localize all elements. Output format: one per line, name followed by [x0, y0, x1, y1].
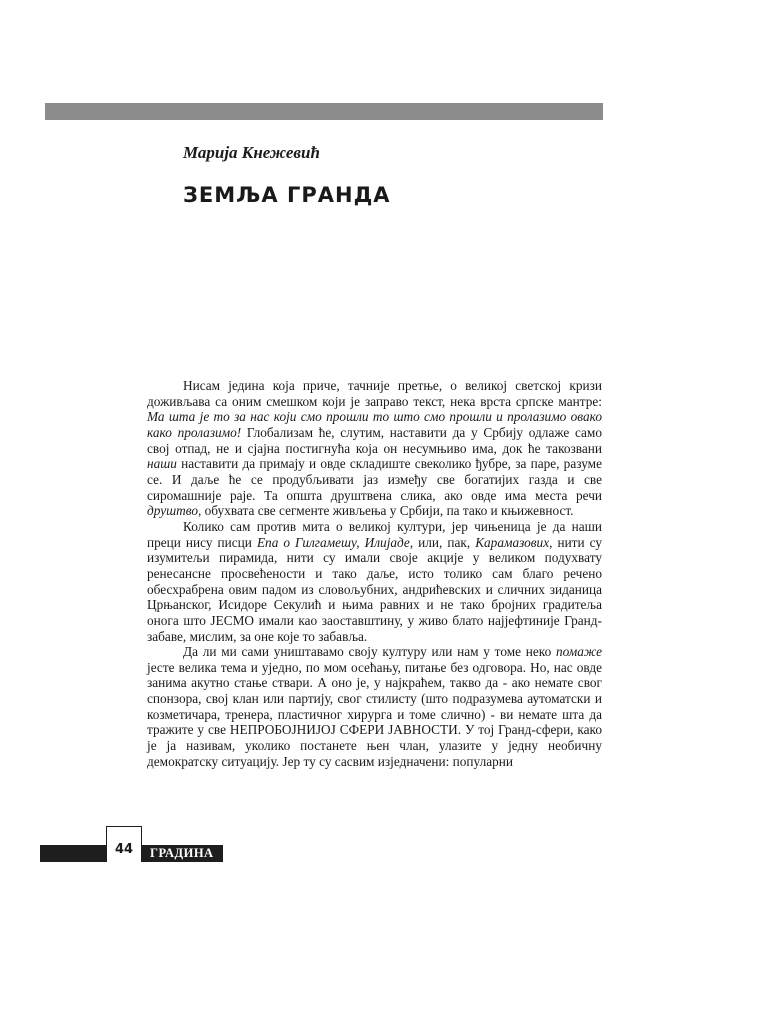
- header-rule: [45, 103, 603, 120]
- italic-text: Епа о Гилгамешу, Илијаде: [256, 534, 410, 550]
- text-run: Глобализам ће, слутим, наставити да у Србију одлаже само свој отпад, не и сјајна постигнућа која он несумњиво има, док ће такозвани: [147, 424, 602, 456]
- paragraph: [147, 519, 602, 644]
- paragraph: [147, 378, 602, 519]
- italic-text: друштво,: [147, 503, 202, 519]
- italic-text: Ма шта је то за нас који смо прошли то што смо прошли и пролазимо овако како пролазимо!: [147, 409, 602, 440]
- author-name: Марија Кнежевић: [183, 143, 320, 162]
- text-run: , или, пак,: [409, 534, 476, 550]
- text-run: Нисам једина која приче, тачније претње, о великој светској кризи доживљава са оним смешком који је заправо текст, нека врста српске мантре:: [147, 378, 602, 409]
- article-title: ЗЕМЉА ГРАНДА: [183, 183, 391, 207]
- italic-text: наши: [147, 456, 177, 472]
- italic-text: Карамазових: [475, 534, 550, 550]
- text-run: Да ли ми сами уништавамо своју културу или нам у томе неко: [183, 644, 556, 660]
- text-run: Колико сам против мита о великој култури, јер чињеница је да наши преци нису писци: [147, 518, 602, 550]
- page-number: 44: [114, 842, 134, 857]
- article-body: [147, 378, 602, 769]
- paragraph: [147, 644, 602, 769]
- text-run: наставити да примају и овде складиште свеколико ђубре, за паре, разуме се. И даље ће се продубљивати јаз између све богатијих газда и све сиромашније раје. Та општа друштвена слика, ако овде има места речи: [147, 456, 602, 503]
- text-run: јесте велика тема и уједно, по мом осећању, питање без одговора. Но, нас овде занима акутно стање ствари. А оно је, у најкраћем, такво да - ако немате свог спонзора, свој клан или партију, свог стилисту (што подразумева аутоматски и козметичара, тренера, пластичног хирурга и томе слично) - ви немате шта да тражите у све НЕПРОБОЈНИЈОЈ СФЕРИ ЈАВНОСТИ. У тој Гранд-сфери, како је ја називам, уколико постанете њен члан, улазите у једну необичну демократску ситуацију. Јер ту су сасвим изједначени: популарни: [147, 659, 602, 769]
- journal-name: ГРАДИНА: [150, 846, 214, 860]
- italic-text: помаже: [555, 644, 602, 660]
- text-run: обухвата све сегменте живљења у Србији, па тако и књижевност.: [201, 503, 574, 519]
- text-run: , нити су изумитељи пирамида, нити су имали своје акције у великом подухвату ренесансне просвећености и тако даље, исто толико сам благо речено обесхрабрена овим падом из словољубних, андрићевских и сличних зиданица Црњанског, Исидоре Секулић и њима равних и не тако бројних градитеља онога што ЈЕСМО имали као заоставштину, у живо блато најјефтиније Гранд-забаве, мислим, за оне које то забавља.: [147, 534, 603, 644]
